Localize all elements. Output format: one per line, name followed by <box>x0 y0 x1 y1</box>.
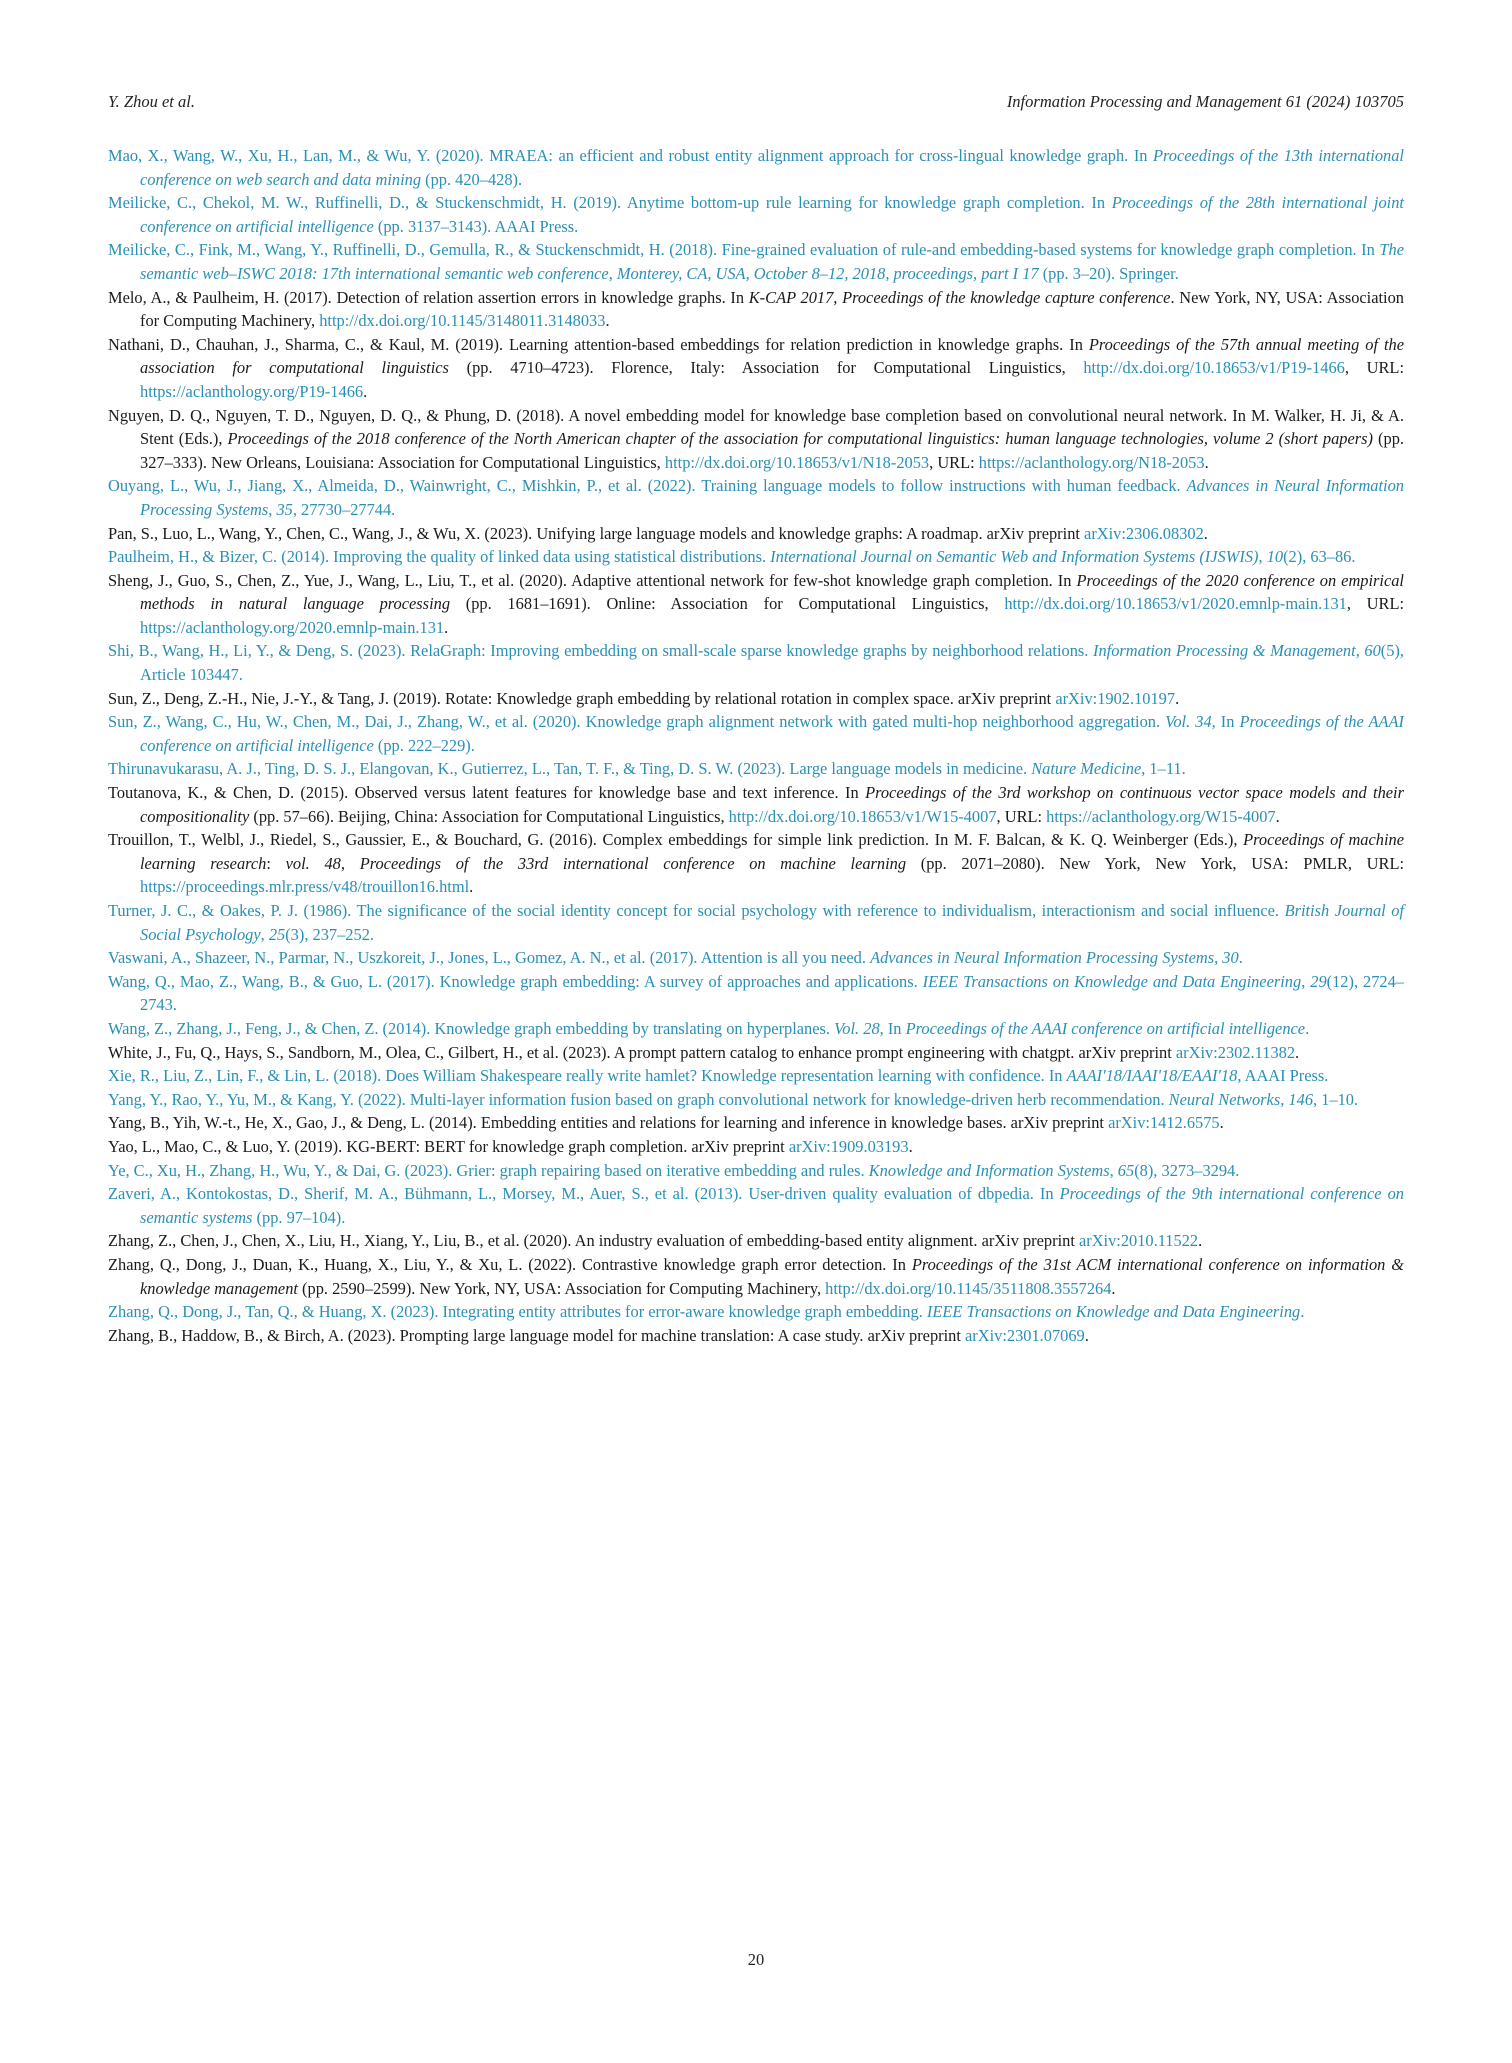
reference-text: , URL: <box>929 452 979 472</box>
reference-text: , AAAI Press. <box>1237 1066 1329 1086</box>
reference-entry <box>108 687 1404 711</box>
reference-text: , In <box>879 1018 906 1038</box>
reference-text: , URL: <box>996 806 1047 826</box>
reference-entry <box>108 522 1404 546</box>
reference-venue: AAAI'18/IAAI'18/EAAI'18 <box>1066 1066 1238 1086</box>
reference-venue: Proceedings of the 2020 conference on empirical methods in natural language processing <box>140 570 1404 614</box>
reference-text: Yao, L., Mao, C., & Luo, Y. (2019). KG-BERT: BERT for knowledge graph completion. arXiv preprint <box>108 1136 789 1156</box>
reference-venue: 25 <box>268 924 286 944</box>
reference-text: Wang, Q., Mao, Z., Wang, B., & Guo, L. (2017). Knowledge graph embedding: A survey of approaches and applications. <box>108 971 923 991</box>
reference-text: Zhang, Z., Chen, J., Chen, X., Liu, H., Xiang, Y., Liu, B., et al. (2020). An industry evaluation of embedding-based entity alignment. arXiv preprint <box>108 1231 1079 1251</box>
reference-link[interactable]: arXiv:2010.11522 <box>1078 1231 1199 1251</box>
reference-text: , <box>340 853 360 873</box>
reference-text: Yang, B., Yih, W.-t., He, X., Gao, J., & Deng, L. (2014). Embedding entities and relations for learning and inference in knowledge bases. arXiv preprint <box>108 1113 1109 1133</box>
reference-text: Ouyang, L., Wu, J., Jiang, X., Almeida, D., Wainwright, C., Mishkin, P., et al. (2022). Training language models to follow instructions with human feedback. <box>108 476 1187 496</box>
reference-entry[interactable] <box>108 970 1404 1017</box>
reference-venue: British Journal of Social Psychology <box>140 901 1405 944</box>
reference-text: , <box>268 499 277 519</box>
reference-entry[interactable] <box>108 1088 1404 1112</box>
reference-venue: Advances in Neural Information Processing Systems <box>140 476 1404 519</box>
reference-link[interactable]: http://dx.doi.org/10.18653/v1/P19-1466 <box>1083 358 1345 378</box>
reference-text: , <box>1214 948 1223 968</box>
reference-text: (pp. 1681–1691). Online: Association for Computational Linguistics, <box>450 594 1005 614</box>
reference-text: (pp. 3137–3143). AAAI Press. <box>373 216 579 236</box>
reference-venue: 60 <box>1364 641 1381 661</box>
reference-text: Thirunavukarasu, A. J., Ting, D. S. J., Elangovan, K., Gutierrez, L., Tan, T. F., & Ting, D. S. W. (2023). Large language models in medicine. <box>108 759 1032 779</box>
reference-text: Melo, A., & Paulheim, H. (2017). Detection of relation assertion errors in knowledge graphs. In <box>108 287 749 307</box>
reference-text: , 1–11. <box>1141 759 1186 779</box>
reference-text: (pp. 420–428). <box>421 169 523 189</box>
reference-text: Meilicke, C., Fink, M., Wang, Y., Ruffinelli, D., Gemulla, R., & Stuckenschmidt, H. (2018). Fine-grained evaluation of rule-and embedding-based systems for knowledge graph completion. In <box>108 240 1380 260</box>
reference-entry[interactable] <box>108 1017 1404 1041</box>
reference-entry[interactable] <box>108 1064 1404 1088</box>
reference-text: (pp. 2071–2080). New York, New York, USA: PMLR, URL: <box>906 853 1405 873</box>
reference-entry[interactable] <box>108 1300 1404 1324</box>
reference-entry <box>108 1229 1404 1253</box>
reference-text: . <box>1175 688 1180 708</box>
reference-entry[interactable] <box>108 1159 1404 1183</box>
reference-text: . <box>1198 1231 1203 1251</box>
reference-text: , <box>1280 1089 1289 1109</box>
reference-text: Turner, J. C., & Oakes, P. J. (1986). The significance of the social identity concept for social psychology with reference to individualism, interactionism and social influence. <box>108 901 1285 920</box>
reference-text: Mao, X., Wang, W., Xu, H., Lan, M., & Wu, Y. (2020). MRAEA: an efficient and robust entity alignment approach for cross-lingual knowledge graph. In <box>108 146 1154 165</box>
reference-text: (pp. 2590–2599). New York, NY, USA: Association for Computing Machinery, <box>297 1278 826 1298</box>
author-running-head: Y. Zhou et al. <box>108 92 195 111</box>
reference-venue: Proceedings of the 9th international conference on semantic systems <box>140 1184 1404 1227</box>
reference-text: , <box>1301 971 1311 991</box>
reference-venue: Neural Networks <box>1168 1089 1281 1109</box>
reference-entry <box>108 1324 1404 1348</box>
reference-text: (pp. 57–66). Beijing, China: Association for Computational Linguistics, <box>249 806 729 826</box>
reference-text: , <box>260 924 269 944</box>
reference-venue: Vol. 28 <box>834 1018 880 1038</box>
reference-entry[interactable] <box>108 144 1404 191</box>
reference-text: . New York, NY, USA: Association for Computing Machinery, <box>140 287 1405 331</box>
reference-venue: Proceedings of the 3rd workshop on continuous vector space models and their compositionality <box>140 783 1404 826</box>
reference-entry[interactable] <box>108 639 1404 686</box>
reference-entry <box>108 404 1404 475</box>
reference-text: . <box>1204 452 1209 472</box>
reference-text: , <box>1258 547 1267 567</box>
reference-entry <box>108 569 1404 640</box>
running-head <box>108 92 1404 116</box>
reference-link[interactable]: https://aclanthology.org/2020.emnlp-main.131 <box>140 617 445 637</box>
reference-venue: Proceedings of the 28th international joint conference on artificial intelligence <box>140 193 1404 236</box>
reference-text: . <box>1275 806 1280 826</box>
reference-text: . <box>363 381 368 401</box>
reference-link[interactable]: arXiv:2306.08302 <box>1084 523 1204 543</box>
reference-text: Zhang, B., Haddow, B., & Birch, A. (2023). Prompting large language model for machine translation: A case study. arXiv preprint <box>108 1325 965 1345</box>
reference-text: , In <box>1211 712 1240 732</box>
reference-link[interactable]: https://proceedings.mlr.press/v48/trouillon16.html <box>140 877 470 897</box>
reference-text: Zaveri, A., Kontokostas, D., Sherif, M. A., Bühmann, L., Morsey, M., Auer, S., et al. (2013). User-driven quality evaluation of dbpedia. In <box>108 1184 1060 1204</box>
reference-text: , <box>1355 641 1365 661</box>
reference-entry[interactable] <box>108 474 1404 521</box>
reference-entry <box>108 1253 1404 1300</box>
reference-entry <box>108 781 1404 828</box>
reference-link[interactable]: arXiv:2301.07069 <box>965 1325 1085 1345</box>
reference-link[interactable]: https://aclanthology.org/P19-1466 <box>140 381 364 401</box>
reference-venue: 29 <box>1310 971 1327 991</box>
reference-text: (pp. 327–333). New Orleans, Louisiana: Association for Computational Linguistics, <box>140 429 1404 472</box>
reference-text: (2), 63–86. <box>1283 547 1356 567</box>
reference-text: Sun, Z., Wang, C., Hu, W., Chen, M., Dai, J., Zhang, W., et al. (2020). Knowledge graph alignment network with gated multi-hop neighborhood aggregation. <box>108 712 1166 732</box>
reference-text: . <box>1219 1113 1224 1133</box>
reference-text: Nguyen, D. Q., Nguyen, T. D., Nguyen, D. Q., & Phung, D. (2018). A novel embedding model for knowledge base completion based on convolutional neural network. In M. Walker, H. Ji, & A. Stent (Eds.), <box>108 405 1404 449</box>
reference-entry <box>108 1111 1404 1135</box>
reference-venue: Proceedings of the AAAI conference on artificial intelligence <box>905 1018 1306 1038</box>
reference-entry[interactable] <box>108 899 1404 946</box>
reference-venue: IEEE Transactions on Knowledge and Data Engineering <box>922 971 1302 991</box>
reference-link[interactable]: http://dx.doi.org/10.1145/3511808.3557264 <box>825 1278 1112 1298</box>
reference-text: Pan, S., Luo, L., Wang, Y., Chen, C., Wang, J., & Wu, X. (2023). Unifying large language models and knowledge graphs: A roadmap. arXiv preprint <box>108 523 1085 543</box>
reference-entry[interactable] <box>108 545 1404 569</box>
reference-venue: Proceedings of the AAAI conference on artificial intelligence <box>140 712 1404 755</box>
reference-venue: Nature Medicine <box>1031 759 1142 779</box>
reference-text: . <box>605 311 610 331</box>
reference-text: (3), 237–252. <box>285 924 374 944</box>
reference-text: , 1–10. <box>1313 1089 1359 1109</box>
reference-venue: International Journal on Semantic Web and Information Systems (IJSWIS) <box>770 547 1259 567</box>
reference-venue: vol. 48 <box>285 853 341 873</box>
reference-venue: Vol. 34 <box>1165 712 1212 732</box>
reference-text: Meilicke, C., Chekol, M. W., Ruffinelli, D., & Stuckenschmidt, H. (2019). Anytime bottom-up rule learning for knowledge graph completion. In <box>108 193 1112 213</box>
reference-text: (12), 2724–2743. <box>140 971 1404 1015</box>
reference-venue: Information Processing & Management <box>1093 641 1356 661</box>
reference-entry[interactable] <box>108 191 1404 238</box>
reference-venue: Proceedings of the 33rd international conference on machine learning <box>359 853 907 873</box>
reference-venue: Proceedings of the 13th international conference on web search and data mining <box>140 146 1404 189</box>
reference-venue: The semantic web–ISWC 2018: 17th international semantic web conference, Monterey, CA, USA, October 8–12, 2018, proceedings, part I 17 <box>140 240 1404 283</box>
reference-text: . <box>908 1136 913 1156</box>
reference-text: (pp. 4710–4723). Florence, Italy: Association for Computational Linguistics, <box>448 358 1084 378</box>
reference-link[interactable]: arXiv:2302.11382 <box>1175 1042 1296 1062</box>
reference-text: Yang, Y., Rao, Y., Yu, M., & Kang, Y. (2022). Multi-layer information fusion based on graph convolutional network for knowledge-driven herb recommendation. <box>108 1089 1169 1109</box>
reference-link[interactable]: http://dx.doi.org/10.18653/v1/W15-4007 <box>728 806 997 826</box>
reference-link[interactable]: arXiv:1412.6575 <box>1108 1113 1220 1133</box>
reference-text: Zhang, Q., Dong, J., Tan, Q., & Huang, X. (2023). Integrating entity attributes for error-aware knowledge graph embedding. <box>108 1302 927 1322</box>
reference-venue: Knowledge and Information Systems <box>868 1160 1110 1180</box>
reference-text: , URL: <box>1344 358 1404 378</box>
reference-entry <box>108 1135 1404 1159</box>
reference-text: . <box>444 617 449 637</box>
reference-text: Paulheim, H., & Bizer, C. (2014). Improving the quality of linked data using statistical distributions. <box>108 547 771 567</box>
reference-text: Xie, R., Liu, Z., Lin, F., & Lin, L. (2018). Does William Shakespeare really write hamlet? Knowledge representation learning with confidence. In <box>108 1066 1067 1086</box>
reference-text: (pp. 97–104). <box>252 1207 346 1227</box>
reference-text: Ye, C., Xu, H., Zhang, H., Wu, Y., & Dai, G. (2023). Grier: graph repairing based on iterative embedding and rules. <box>108 1160 869 1180</box>
reference-venue: 65 <box>1117 1160 1135 1180</box>
reference-list <box>108 144 1404 1347</box>
reference-text: . <box>1295 1042 1300 1062</box>
reference-text: Zhang, Q., Dong, J., Duan, K., Huang, X., Liu, Y., & Xu, L. (2022). Contrastive knowledge graph error detection. In <box>108 1254 912 1274</box>
reference-text: , <box>1109 1160 1118 1180</box>
reference-text: . <box>1300 1302 1305 1322</box>
reference-entry <box>108 286 1404 333</box>
reference-text: Sun, Z., Deng, Z.-H., Nie, J.-Y., & Tang, J. (2019). Rotate: Knowledge graph embedding by relational rotation in complex space. arXiv preprint <box>108 688 1056 708</box>
reference-text: Nathani, D., Chauhan, J., Sharma, C., & Kaul, M. (2019). Learning attention-based embeddings for relation prediction in knowledge graphs. In <box>108 334 1089 354</box>
reference-venue: 35 <box>276 499 293 519</box>
reference-entry[interactable] <box>108 710 1404 757</box>
reference-text: (pp. 222–229). <box>373 735 475 755</box>
reference-link[interactable]: https://aclanthology.org/N18-2053 <box>978 452 1205 472</box>
reference-entry[interactable] <box>108 1182 1404 1229</box>
reference-venue: Advances in Neural Information Processing Systems <box>870 948 1215 968</box>
reference-text: Sheng, J., Guo, S., Chen, Z., Yue, J., Wang, L., Liu, T., et al. (2020). Adaptive attentional network for few-shot knowledge graph completion. In <box>108 570 1077 590</box>
reference-entry[interactable] <box>108 757 1404 781</box>
reference-text: : <box>266 853 286 873</box>
reference-text: Shi, B., Wang, H., Li, Y., & Deng, S. (2023). RelaGraph: Improving embedding on small-scale sparse knowledge graphs by neighborhood relations. <box>108 641 1093 661</box>
reference-text: (5), Article 103447. <box>140 641 1404 685</box>
reference-venue: 30 <box>1222 948 1239 968</box>
reference-text: , URL: <box>1346 594 1405 614</box>
reference-link[interactable]: arXiv:1902.10197 <box>1055 688 1176 708</box>
reference-entry[interactable] <box>108 238 1404 285</box>
reference-text: Trouillon, T., Welbl, J., Riedel, S., Gaussier, E., & Bouchard, G. (2016). Complex embeddings for simple link prediction. In M. F. Balcan, & K. Q. Weinberger (Eds.), <box>108 830 1244 850</box>
reference-text: . <box>1084 1325 1089 1345</box>
reference-text: . <box>1238 948 1243 968</box>
reference-venue: Proceedings of the 57th annual meeting of the association for computational linguistics <box>140 334 1405 378</box>
reference-link[interactable]: https://aclanthology.org/W15-4007 <box>1046 806 1276 826</box>
reference-text: (8), 3273–3294. <box>1134 1160 1240 1180</box>
reference-text: White, J., Fu, Q., Hays, S., Sandborn, M., Olea, C., Gilbert, H., et al. (2023). A prompt pattern catalog to enhance prompt engineering with chatgpt. arXiv preprint <box>108 1042 1176 1062</box>
reference-text: , 27730–27744. <box>292 499 396 519</box>
reference-entry[interactable] <box>108 946 1404 970</box>
reference-venue: K-CAP 2017, Proceedings of the knowledge capture conference <box>748 287 1171 307</box>
reference-entry <box>108 333 1404 404</box>
reference-link[interactable]: http://dx.doi.org/10.18653/v1/2020.emnlp-main.131 <box>1004 594 1347 614</box>
reference-link[interactable]: arXiv:1909.03193 <box>788 1136 909 1156</box>
reference-venue: Proceedings of the 2018 conference of the North American chapter of the association for computational linguistics: human language technologies, volume 2 (short papers) <box>227 429 1373 449</box>
reference-text: . <box>1111 1278 1116 1298</box>
reference-venue: Proceedings of the 31st ACM international conference on information & knowledge management <box>140 1254 1404 1298</box>
reference-venue: 10 <box>1266 547 1284 567</box>
reference-text: . <box>469 877 474 897</box>
page-number: 20 <box>747 1950 765 1969</box>
reference-text: Wang, Z., Zhang, J., Feng, J., & Chen, Z. (2014). Knowledge graph embedding by translating on hyperplanes. <box>108 1018 835 1038</box>
reference-venue: IEEE Transactions on Knowledge and Data Engineering <box>926 1302 1301 1322</box>
reference-entry <box>108 828 1404 899</box>
reference-link[interactable]: http://dx.doi.org/10.18653/v1/N18-2053 <box>664 452 930 472</box>
reference-entry <box>108 1041 1404 1065</box>
reference-text: Toutanova, K., & Chen, D. (2015). Observed versus latent features for knowledge base and text inference. In <box>108 783 866 803</box>
reference-text: Vaswani, A., Shazeer, N., Parmar, N., Uszkoreit, J., Jones, L., Gomez, A. N., et al. (2017). Attention is all you need. <box>108 948 871 968</box>
reference-venue: 146 <box>1288 1089 1314 1109</box>
reference-text: . <box>1203 523 1208 543</box>
reference-text: (pp. 3–20). Springer. <box>1038 263 1179 283</box>
reference-link[interactable]: http://dx.doi.org/10.1145/3148011.3148033 <box>319 311 606 331</box>
reference-text: . <box>1305 1018 1310 1038</box>
journal-running-head: Information Processing and Management 61 (2024) 103705 <box>1006 92 1404 111</box>
reference-venue: Proceedings of machine learning research <box>140 830 1404 873</box>
